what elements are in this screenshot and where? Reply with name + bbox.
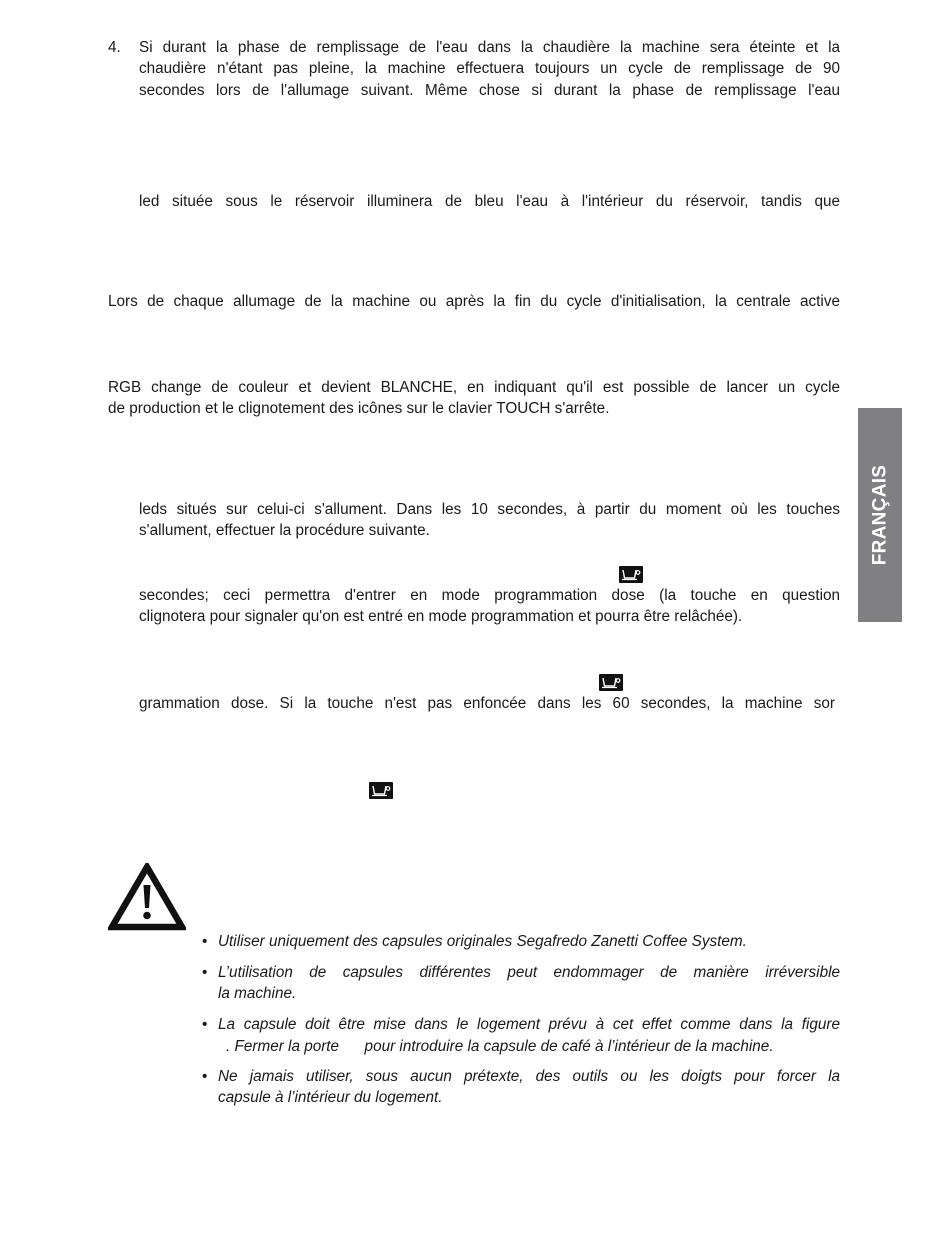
language-side-tab [858, 408, 902, 622]
item4-line-3: secondes lors de l'allumage suivant. Même chose si durant la phase de remplissage l'eau [139, 82, 840, 99]
warning-2-line-2: la machine. [218, 985, 297, 1002]
bullet-3: • [202, 1016, 208, 1033]
warning-3-line-2: . Fermer la porte pour introduire la capsule de café à l’intérieur de la machine. [226, 1038, 774, 1055]
bullet-1: • [202, 933, 208, 950]
bullet-2: • [202, 964, 208, 981]
item-number: 4. [108, 39, 121, 56]
cup-icon [369, 782, 393, 799]
secondes-line-1: secondes; ceci permettra d'entrer en mode programmation dose (la touche en question [139, 587, 840, 604]
leds-line-1: leds situés sur celui-ci s'allument. Dans les 10 secondes, à partir du moment où les touches [139, 501, 840, 518]
warning-icon [108, 863, 186, 936]
warning-4-line-2: capsule à l’intérieur du logement. [218, 1089, 443, 1106]
cup-icon [619, 566, 643, 583]
item4-line-1: Si durant la phase de remplissage de l'eau dans la chaudière la machine sera éteinte et la [139, 39, 840, 56]
warning-4-line-1: Ne jamais utiliser, sous aucun prétexte, des outils ou les doigts pour forcer la [218, 1068, 840, 1085]
warning-3-line-1: La capsule doit être mise dans le logement prévu à cet effet comme dans la figure [218, 1016, 840, 1033]
lors-paragraph: Lors de chaque allumage de la machine ou après la fin du cycle d'initialisation, la centrale active [108, 293, 840, 310]
leds-line-2: s'allument, effectuer la procédure suivante. [139, 522, 430, 539]
item4-line-2: chaudière n'étant pas pleine, la machine effectuera toujours un cycle de remplissage de 90 [139, 60, 840, 77]
led-paragraph: led située sous le réservoir illuminera de bleu l'eau à l'intérieur du réservoir, tandis que [139, 193, 840, 210]
grammation-line: grammation dose. Si la touche n'est pas enfoncée dans les 60 secondes, la machine sor [139, 695, 835, 712]
cup-icon [599, 674, 623, 691]
language-label: FRANÇAIS [869, 464, 891, 566]
rgb-line-2: de production et le clignotement des icônes sur le clavier TOUCH s'arrête. [108, 400, 610, 417]
rgb-line-1: RGB change de couleur et devient BLANCHE, en indiquant qu'il est possible de lancer un cycle [108, 379, 840, 396]
secondes-line-2: clignotera pour signaler qu'on est entré en mode programmation et pourra être relâchée). [139, 608, 743, 625]
warning-1-line-1: Utiliser uniquement des capsules originales Segafredo Zanetti Coffee System. [218, 933, 747, 950]
bullet-4: • [202, 1068, 208, 1085]
warning-2-line-1: L’utilisation de capsules différentes peut endommager de manière irréversible [218, 964, 840, 981]
